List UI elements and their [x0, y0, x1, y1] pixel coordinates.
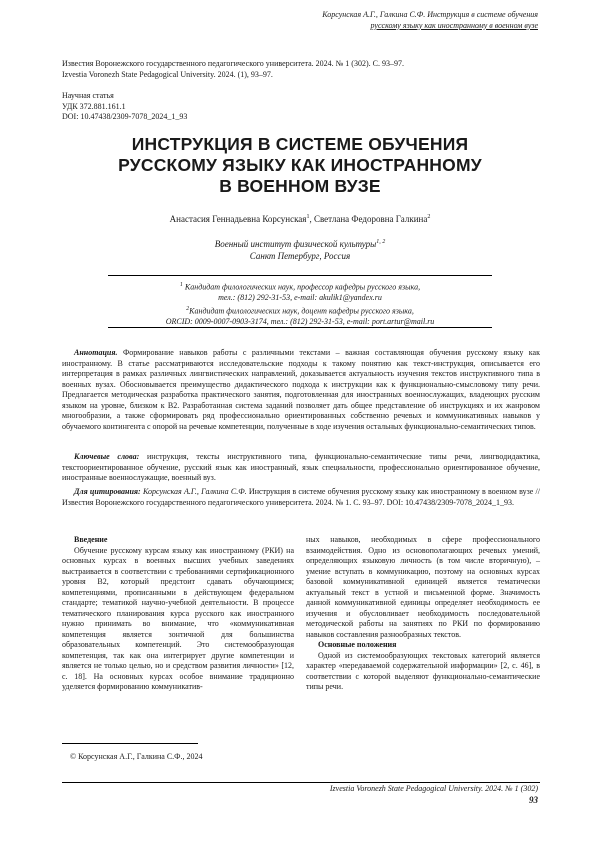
author-info	[40, 280, 560, 327]
author-1-sup: 1	[306, 214, 310, 220]
journal-ru: Известия Воронежского государственного педагогического университета. 2024. № 1 (302). С. 93–97.	[62, 59, 404, 68]
left-column	[62, 535, 294, 693]
citation	[62, 487, 540, 508]
copyright-footnote: © Корсунская А.Г., Галкина С.Ф., 2024	[70, 752, 203, 761]
paragraph: Обучение русскому курсам языку как иностранному (РКИ) на основных курсах в военных высших учебных заведениях выстраивается в соответствии с требованиями сертификационного уровня В2, который предстоит сдавать обучающимся; компетенциями, прописанными в действующем федеральном стандарте; тематикой научно-учебной деятельности. В процессе тематического планирования курса русского как иностранного нужно принимать во внимание, что «коммуникативная компетенция является зонтичной для большинства образовательных компетенций. Это системообразующая компетенция, так как она интегрирует другие компетенции и является не только целью, но и средством развития личности» [12, с. 18]. На основных курсах особое внимание традиционно уделяется формированию коммуникатив-	[62, 545, 294, 691]
affiliation-sup: 1, 2	[376, 239, 386, 245]
title-line: В ВОЕННОМ ВУЗЕ	[219, 176, 381, 196]
article-meta	[62, 91, 362, 123]
citation-text: Инструкция в системе обучения русскому языку как иностранному в военном вузе // Известия Воронежского государственного педагогического университета. 2024. № 1. С. 93–97. DOI: 10.47438/2309-7078_2024_1_93.	[62, 487, 540, 507]
affiliation	[40, 236, 560, 262]
author-info-line: Кандидат филологических наук, доцент кафедры русского языка,	[189, 306, 414, 316]
title-line: РУССКОМУ ЯЗЫКУ КАК ИНОСТРАННОМУ	[118, 155, 482, 175]
author-info-line: ORCID: 0009-0007-0903-3174, тел.: (812) 292-31-53, e-mail: port.artur@mail.ru	[165, 316, 435, 326]
author-2: Светлана Федоровна Галкина	[313, 214, 428, 224]
keywords-text: инструкция, тексты инструктивного типа, функционально-семантические типы речи, лингводидактика, текстоориентированное обучение, русский язык как иностранный, язык специальности, профессионально ориентированное обучение, иностранные военнослужащие, военный вуз.	[62, 452, 541, 482]
footer-journal: Izvestia Voronezh State Pedagogical University. 2024. № 1 (302)	[329, 784, 538, 793]
divider	[108, 275, 492, 276]
udc: УДК 372.881.161.1	[62, 101, 126, 111]
article-title	[40, 134, 560, 197]
divider	[108, 327, 492, 328]
paragraph: ных навыков, необходимых в сфере профессионального взаимодействия. Одно из основополагающих речевых умений, определяющих языковую личность (в том числе вторичную), – умение вступать в коммуникацию, поэтому на основных курсах базовой коммуникативной единицей является тематически актуальный текст в устной и письменной форме. Значимость данной коммуникативной единицы определяет необходимость ее изучения и обусловливает необходимость последовательной методической работы на занятиях по РКИ по формированию навыков составления разнообразных текстов.	[306, 535, 540, 639]
paragraph: Одной из системообразующих текстовых категорий является характер «передаваемой содержательной информации» [2, с. 46], в соответствии с которой выделяют функционально-семантические типы речи.	[306, 650, 540, 691]
abstract-label: Аннотация.	[74, 348, 118, 357]
abstract-text: Формирование навыков работы с различными текстами – важная составляющая обучения русскому языку как иностранному. В статье рассматриваются исследовательские подходы к такому понятию как текст-инструкция, описывается его интерпретация в рамках различных лингвистических направлений, доказывается актуальность изучения текстов инструктивного типа в военных вузах. Обосновывается преимущество дидактического подхода к инструкции как к функционально-смысловому типу речи. Предлагается методическая разработка практического занятия, подготовленная для иностранных военнослужащих, владеющих русским языком на уровне, близком к В2. Разработанная система заданий позволяет дать общее представление об инструкциях и их жанровом многообразии, а также сформировать ряд профессионально ориентированных собственно речевых и коммуникативных навыков у обучаемого контингента с опорой на речевые компетенции, полученные в ходе изучения остальных функционально-семантических типов.	[62, 348, 540, 431]
title-line: ИНСТРУКЦИЯ В СИСТЕМЕ ОБУЧЕНИЯ	[131, 134, 469, 154]
authors	[40, 214, 560, 224]
page-number: 93	[529, 795, 538, 805]
running-head-line1: Корсунская А.Г., Галкина С.Ф. Инструкция в системе обучения	[322, 10, 538, 19]
author-separator: ,	[309, 214, 314, 224]
right-column	[306, 535, 540, 693]
section-heading-intro: Введение	[74, 535, 108, 544]
info-sup-2: 2	[186, 305, 190, 312]
running-head	[322, 10, 538, 31]
affiliation-city: Санкт Петербург, Россия	[249, 251, 351, 261]
footnote-rule	[62, 743, 198, 744]
citation-authors: Корсунская А.Г., Галкина С.Ф.	[140, 487, 247, 496]
journal-en: Izvestia Voronezh State Pedagogical University. 2024. (1), 93–97.	[62, 69, 273, 79]
abstract	[62, 348, 540, 432]
journal-info	[62, 59, 562, 80]
affiliation-name: Военный институт физической культуры	[214, 239, 377, 249]
author-info-line: Кандидат филологических наук, профессор кафедры русского языка,	[182, 282, 421, 292]
info-sup-1: 1	[179, 282, 183, 288]
section-heading-main: Основные положения	[318, 640, 397, 649]
author-2-sup: 2	[427, 214, 431, 220]
author-info-line: тел.: (812) 292-31-53, e-mail: akulik1@yandex.ru	[218, 293, 382, 303]
footer-rule	[62, 782, 540, 783]
keywords	[62, 452, 540, 484]
author-1: Анастасия Геннадьевна Корсунская	[169, 214, 307, 224]
article-type: Научная статья	[62, 91, 114, 100]
keywords-label: Ключевые слова:	[74, 452, 140, 461]
citation-label: Для цитирования:	[74, 487, 141, 496]
running-head-line2: русскому языку как иностранному в военном вузе	[370, 20, 538, 30]
doi: DOI: 10.47438/2309-7078_2024_1_93	[62, 112, 188, 121]
